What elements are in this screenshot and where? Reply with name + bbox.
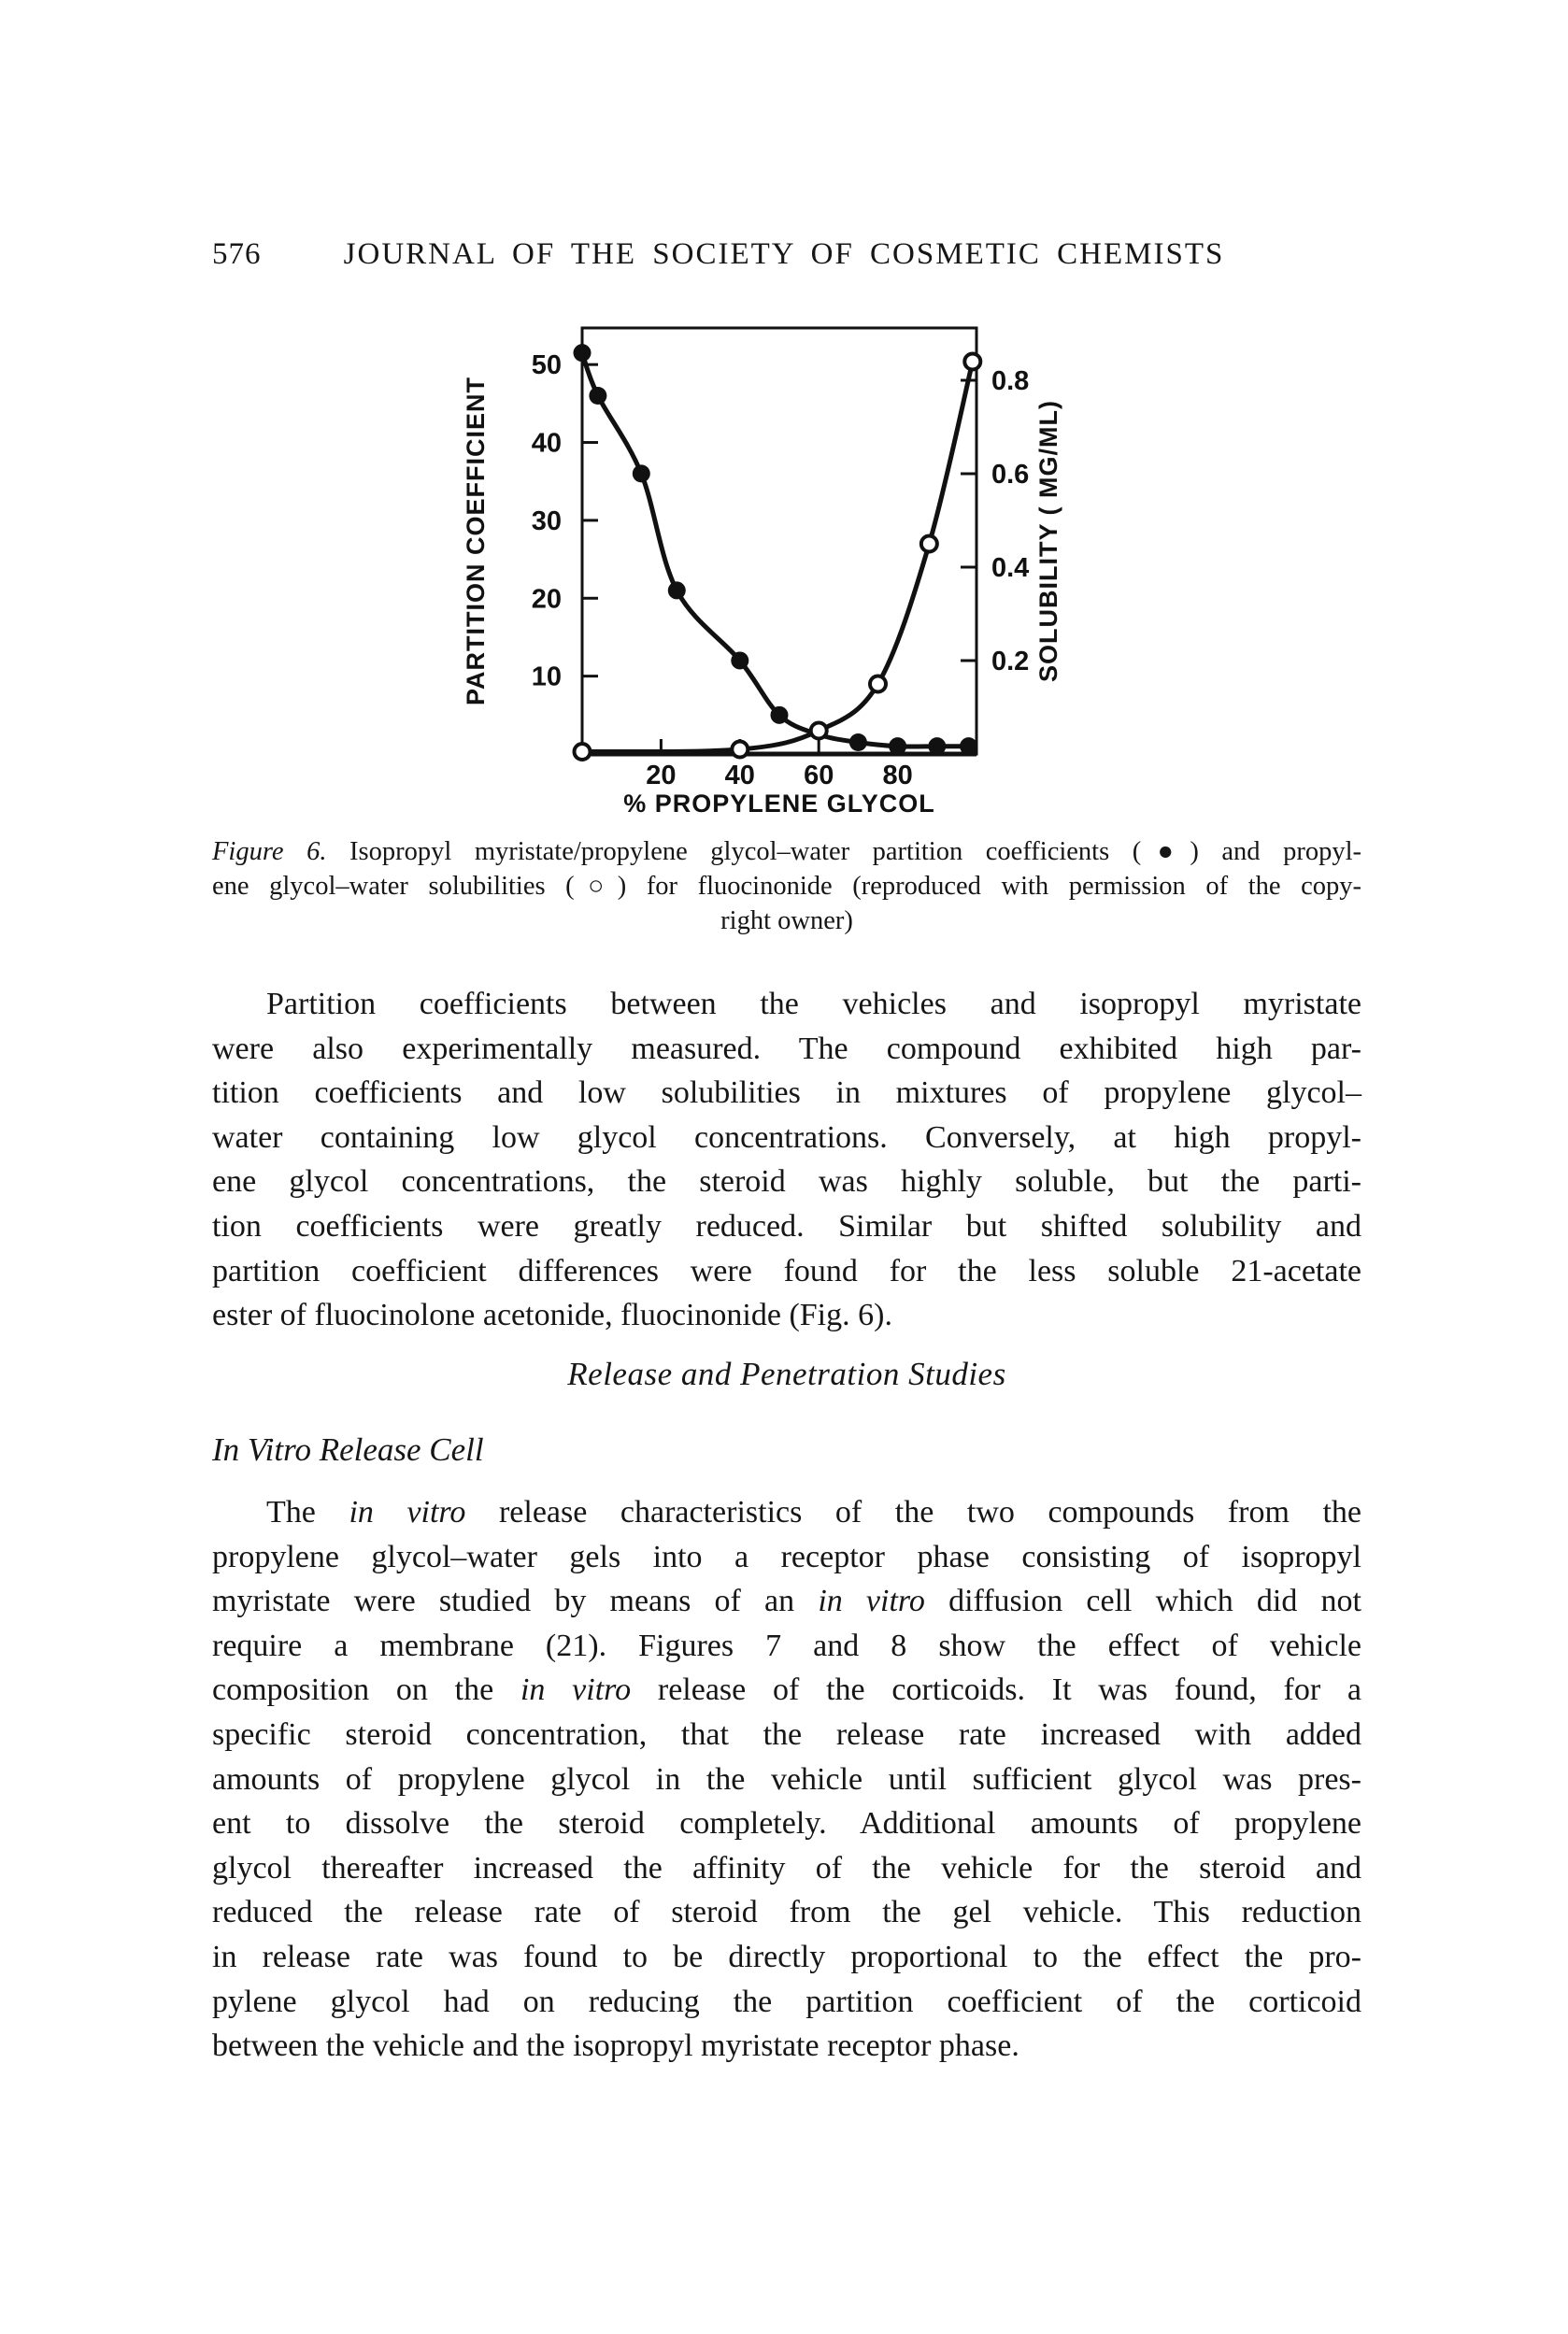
svg-text:0.8: 0.8: [991, 366, 1030, 396]
text-line: ent to dissolve the steroid completely. Additional amounts of propylene: [212, 1806, 1361, 1842]
text-line: partition coefficient differences were found for the less soluble 21-acetate: [212, 1253, 1361, 1288]
text-line: The in vitro release characteristics of the two compounds from the: [266, 1495, 1362, 1530]
text-line: require a membrane (21). Figures 7 and 8 show the effect of vehicle: [212, 1628, 1361, 1663]
x-axis-label: % PROPYLENE GLYCOL: [623, 790, 935, 818]
partition-coefficient-point: [771, 706, 789, 724]
subsection-heading: In Vitro Release Cell: [212, 1431, 484, 1468]
solubility-point: [964, 354, 980, 370]
solubility-point: [870, 676, 886, 692]
text-line: Partition coefficients between the vehicles and isopropyl myristate: [266, 987, 1361, 1021]
solubility-point: [732, 742, 748, 758]
journal-title: JOURNAL OF THE SOCIETY OF COSMETIC CHEMISTS: [343, 237, 1225, 271]
partition-coefficient-point: [633, 464, 650, 482]
svg-text:30: 30: [531, 505, 562, 536]
text-line: glycol thereafter increased the affinity of the vehicle for the steroid and: [212, 1850, 1361, 1886]
svg-text:0.6: 0.6: [991, 460, 1030, 490]
section-heading: Release and Penetration Studies: [567, 1356, 1006, 1392]
partition-coefficient-point: [849, 733, 867, 751]
partition-coefficient-point: [928, 737, 946, 755]
text-line: in release rate was found to be directly proportional to the effect the pro-: [212, 1939, 1361, 1974]
svg-text:50: 50: [531, 350, 562, 381]
text-line: tion coefficients were greatly reduced. Similar but shifted solubility and: [212, 1208, 1361, 1244]
text-line: specific steroid concentration, that the release rate increased with added: [212, 1716, 1361, 1752]
svg-text:0.2: 0.2: [991, 647, 1030, 676]
solubility-point: [811, 723, 827, 739]
page-number: 576: [212, 237, 262, 271]
text-line: reduced the release rate of steroid from the gel vehicle. This reduction: [212, 1895, 1361, 1930]
text-line: ene glycol–water solubilities (○) for fluocinonide (reproduced with permission of the copy-: [212, 872, 1361, 901]
partition-coefficient-series: [574, 344, 978, 755]
solubility-series: [575, 354, 981, 761]
left-axis-label: PARTITION COEFFICIENT: [462, 377, 490, 705]
text-line: ene glycol concentrations, the steroid was highly soluble, but the parti-: [212, 1164, 1361, 1200]
solubility-point: [921, 536, 937, 552]
partition-coefficient-point: [889, 737, 906, 755]
svg-text:40: 40: [724, 761, 755, 790]
svg-text:60: 60: [804, 761, 834, 790]
paragraph-2: [212, 1490, 1361, 2069]
figure-caption: [212, 834, 1361, 938]
text-line: composition on the in vitro release of the corticoids. It was found, for a: [212, 1672, 1362, 1708]
figure6-chart: [430, 308, 1140, 832]
solubility-point: [575, 744, 591, 760]
partition-coefficient-point: [668, 581, 686, 599]
partition-coefficient-point: [589, 387, 606, 405]
svg-text:0.4: 0.4: [991, 553, 1030, 583]
paragraph-1: [212, 982, 1361, 1338]
figure-6: [430, 308, 1140, 832]
svg-text:10: 10: [531, 662, 562, 692]
right-axis-label: SOLUBILITY ( MG/ML): [1034, 400, 1062, 682]
partition-coefficient-point: [731, 651, 748, 669]
text-line: were also experimentally measured. The compound exhibited high par-: [212, 1031, 1361, 1066]
svg-text:20: 20: [646, 761, 677, 790]
text-line: ester of fluocinolone acetonide, fluocinonide (Fig. 6).: [212, 1298, 892, 1333]
partition-coefficient-point: [960, 737, 977, 755]
text-line: myristate were studied by means of an in vitro diffusion cell which did not: [212, 1584, 1361, 1619]
text-line: pylene glycol had on reducing the partition coefficient of the corticoid: [212, 1984, 1361, 2019]
partition-coefficient-point: [574, 344, 592, 362]
text-line: propylene glycol–water gels into a receptor phase consisting of isopropyl: [212, 1539, 1361, 1574]
text-line: water containing low glycol concentrations. Conversely, at high propyl-: [212, 1119, 1361, 1155]
text-line: between the vehicle and the isopropyl myristate receptor phase.: [212, 2028, 1019, 2064]
svg-text:20: 20: [531, 584, 562, 615]
text-line: amounts of propylene glycol in the vehicle until sufficient glycol was pres-: [212, 1761, 1361, 1797]
svg-text:40: 40: [531, 428, 562, 459]
text-line: tition coefficients and low solubilities in mixtures of propylene glycol–: [212, 1075, 1361, 1111]
text-line: Figure 6. Isopropyl myristate/propylene glycol–water partition coefficients (●) and propyl-: [212, 837, 1361, 866]
text-line: right owner): [720, 906, 853, 935]
svg-text:80: 80: [882, 761, 913, 790]
